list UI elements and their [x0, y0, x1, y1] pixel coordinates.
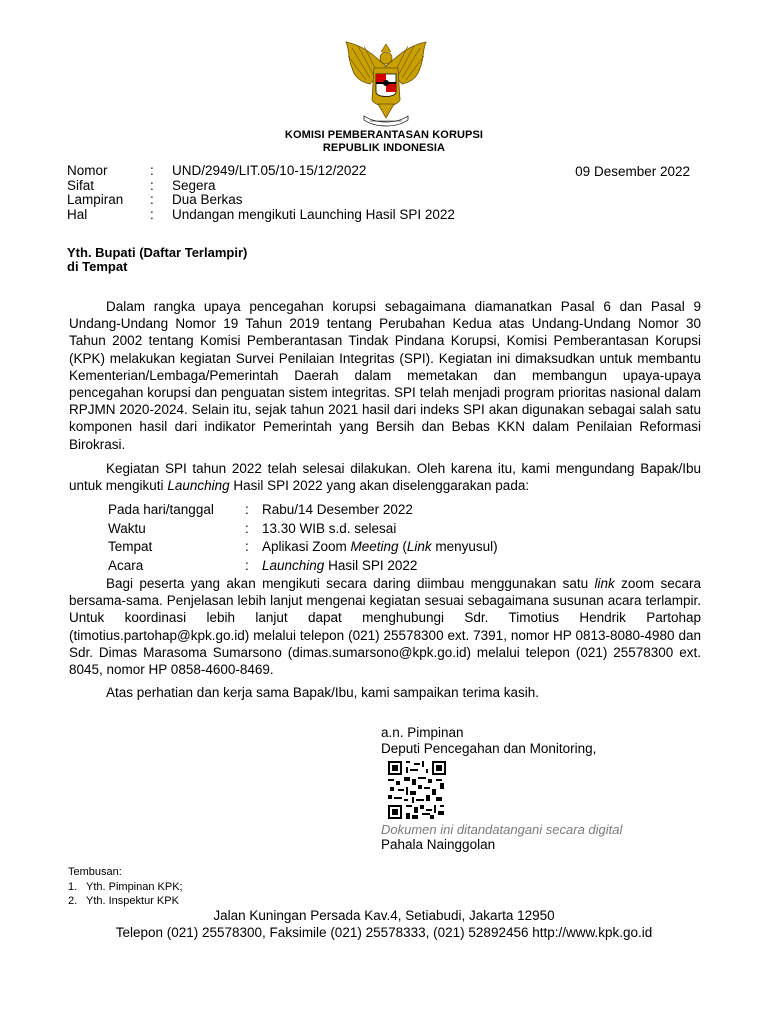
schedule-colon: :	[245, 520, 249, 536]
schedule-colon: :	[245, 502, 249, 517]
meta-value: Dua Berkas	[172, 192, 243, 207]
body-paragraph-2	[69, 460, 701, 494]
text-segment: Kegiatan SPI tahun 2022 telah selesai dilakukan. Oleh karena itu, kami mengundang Bapak/Ibu untuk mengikuti	[69, 461, 701, 494]
letter-meta	[67, 164, 455, 222]
meta-colon: :	[150, 192, 154, 207]
schedule-value: 13.30 WIB s.d. selesai	[262, 520, 397, 536]
schedule-value	[262, 557, 417, 576]
meta-value: UND/2949/LIT.05/10-15/12/2022	[172, 163, 367, 178]
body-paragraph-1: Dalam rangka upaya pencegahan korupsi sebagaimana diamanatkan Pasal 6 dan Pasal 9 Undang-Undang Nomor 19 Tahun 2019 tentang Perubahan Kedua atas Undang-Undang Nomor 30 Tahun 2002 tentang Komisi Pemberantasan Tindak Pindana Korupsi, Komisi Pemberantasan Korupsi (KPK) melakukan kegiatan Survei Penilaian Integritas (SPI). Kegiatan ini dimaksudkan untuk membantu Kementerian/Lembaga/Pemerintah Daerah dalam memetakan dan membangun upaya-upaya pencegahan korupsi dan penguatan sistem integritas. SPI telah menjadi program prioritas nasional dalam RPJMN 2020-2024. Selain itu, sejak tahun 2021 hasil dari indeks SPI akan digunakan sebagai salah satu komponen hasil dari indikator Pemerintah yang Bersih dan Bebas KKN dalam Penilaian Reformasi Birokrasi.	[69, 299, 701, 452]
meta-label: Sifat	[67, 177, 95, 193]
text-segment: (	[398, 539, 407, 554]
schedule-label: Waktu	[108, 520, 146, 536]
signature-position: Deputi Pencegahan dan Monitoring,	[381, 741, 597, 756]
meta-colon: :	[150, 163, 154, 178]
event-schedule	[108, 501, 498, 575]
meta-label: Lampiran	[67, 192, 124, 207]
meta-row-lampiran	[67, 193, 455, 208]
emphasis-text: Meeting	[350, 539, 399, 554]
recipient-place: di Tempat	[67, 259, 128, 274]
text-segment: menyusul)	[431, 539, 498, 554]
meta-label: Nomor	[67, 163, 108, 178]
body-paragraph-3	[69, 575, 701, 678]
meta-value: Segera	[172, 177, 216, 193]
cc-number: 2.	[68, 895, 78, 907]
qr-code-icon	[388, 761, 446, 819]
text-segment: zoom secara bersama-sama. Penjelasan lebih lanjut mengenai kegiatan sesuai sebagaimana susunan acara terlampir. Untuk koordinasi lebih lanjut dapat menghubungi Sdr. Timotius Hendrik Partohap (timotius.partohap@kpk.go.id) melalui telepon (021) 25578300 ext. 7391, nomor HP 0813-8080-4980 dan Sdr. Dimas Marasoma Sumarsono (dimas.sumarsono@kpk.go.id) melalui telepon (021) 25578300 ext. 8045, nomor HP 0858-4600-8469.	[69, 576, 701, 678]
schedule-colon: :	[245, 557, 249, 573]
cc-item	[68, 881, 183, 893]
org-name: KOMISI PEMBERANTASAN KORUPSI	[284, 129, 484, 141]
text-segment: Bagi peserta yang akan mengikuti secara daring diimbau menggunakan satu	[106, 576, 595, 591]
text-segment: Hasil SPI 2022 yang akan diselenggarakan pada:	[229, 478, 530, 494]
emphasis-text: link	[594, 576, 615, 591]
cc-title: Tembusan:	[68, 866, 122, 878]
cc-number: 1.	[68, 881, 78, 893]
letter-date: 09 Desember 2022	[575, 164, 690, 179]
text-segment: Aplikasi Zoom	[262, 539, 351, 554]
schedule-row-agenda	[108, 557, 498, 576]
body-paragraph-4: Atas perhatian dan kerja sama Bapak/Ibu, kami sampaikan terima kasih.	[106, 685, 539, 700]
schedule-row-date	[108, 501, 498, 520]
org-country: REPUBLIK INDONESIA	[322, 142, 446, 154]
cc-text: Yth. Inspektur KPK	[86, 895, 179, 907]
schedule-value: Rabu/14 Desember 2022	[262, 502, 413, 517]
emphasis-text: Launching	[167, 478, 230, 494]
footer-address: Jalan Kuningan Persada Kav.4, Setiabudi, Jakarta 12950	[213, 908, 555, 923]
meta-row-hal	[67, 208, 455, 223]
cc-item	[68, 895, 179, 907]
schedule-row-place	[108, 538, 498, 557]
schedule-label: Tempat	[108, 539, 153, 554]
meta-label: Hal	[67, 206, 88, 222]
recipient-line: Yth. Bupati (Daftar Terlampir)	[67, 245, 248, 260]
text-segment: Hasil SPI 2022	[324, 557, 418, 573]
schedule-value	[262, 538, 498, 557]
meta-row-sifat	[67, 179, 455, 194]
schedule-label: Acara	[108, 557, 144, 573]
garuda-emblem-icon	[336, 38, 436, 128]
cc-text: Yth. Pimpinan KPK;	[86, 881, 183, 893]
schedule-row-time	[108, 520, 498, 539]
schedule-label: Pada hari/tanggal	[108, 502, 214, 517]
emphasis-text: Link	[406, 539, 432, 554]
meta-value: Undangan mengikuti Launching Hasil SPI 2022	[172, 206, 455, 222]
digital-signature-note: Dokumen ini ditandatangani secara digital	[381, 822, 623, 837]
meta-colon: :	[150, 177, 154, 193]
schedule-colon: :	[245, 539, 249, 554]
meta-colon: :	[150, 206, 154, 222]
signature-on-behalf: a.n. Pimpinan	[381, 725, 464, 740]
emphasis-text: Launching	[262, 557, 325, 573]
footer-contact: Telepon (021) 25578300, Faksimile (021) 25578333, (021) 52892456 http://www.kpk.go.id	[115, 925, 653, 940]
meta-row-nomor	[67, 164, 455, 179]
signer-name: Pahala Nainggolan	[381, 837, 496, 852]
